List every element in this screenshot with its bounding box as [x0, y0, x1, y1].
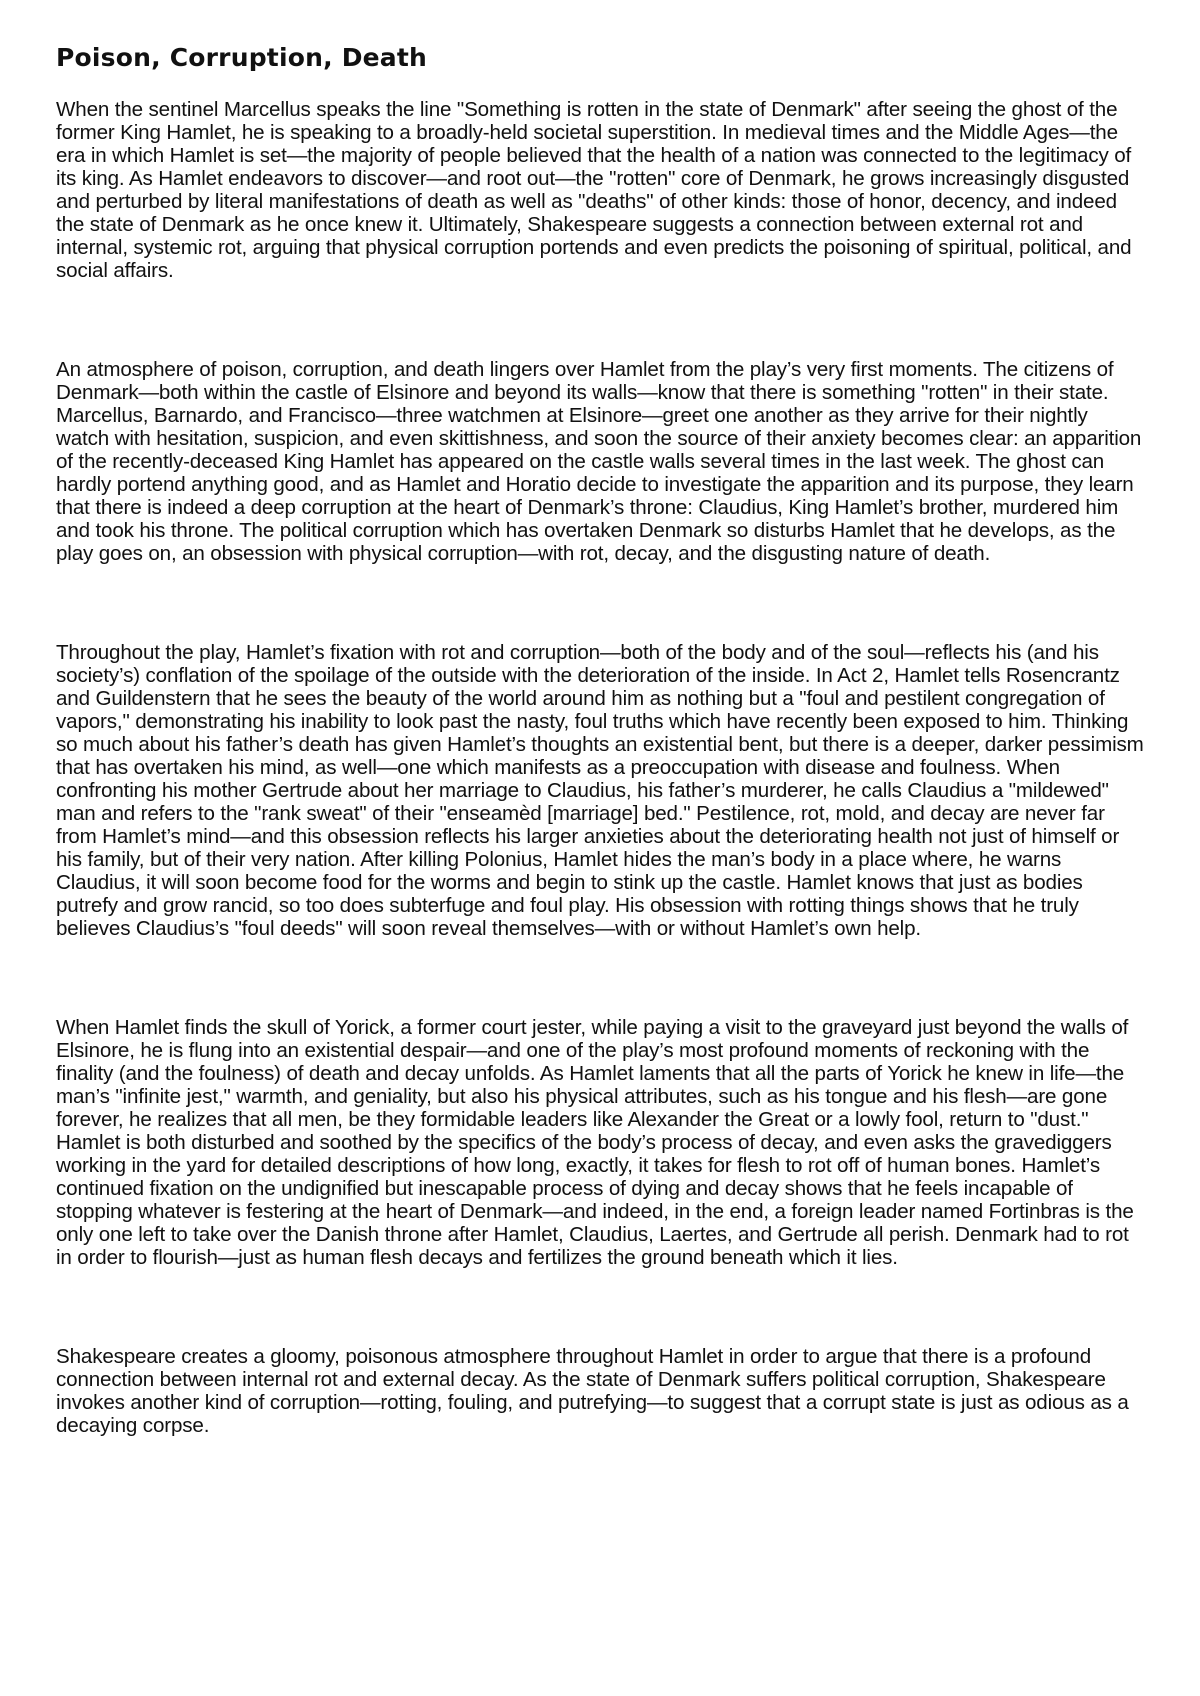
document-title: Poison, Corruption, Death: [56, 43, 428, 72]
paragraph-4: When Hamlet finds the skull of Yorick, a former court jester, while paying a visit to the graveyard just beyond the walls of Elsinore, he is flung into an existential despair—and one of the play’s most profound moments of reckoning with the finality (and the foulness) of death and decay unfolds. As Hamlet laments that all the parts of Yorick he knew in life—the man’s "infinite jest," warmth, and geniality, but also his physical attributes, such as his tongue and his flesh—are gone forever, he realizes that all men, be they formidable leaders like Alexander the Great or a lowly fool, return to "dust." Hamlet is both disturbed and soothed by the specifics of the body’s process of decay, and even asks the gravediggers working in the yard for detailed descriptions of how long, exactly, it takes for flesh to rot off of human bones. Hamlet’s continued fixation on the undignified but inescapable process of dying and decay shows that he feels incapable of stopping whatever is festering at the heart of Denmark—and indeed, in the end, a foreign leader named Fortinbras is the only one left to take over the Danish throne after Hamlet, Claudius, Laertes, and Gertrude all perish. Denmark had to rot in order to flourish—just as human flesh decays and fertilizes the ground beneath which it lies.: [56, 1016, 1134, 1269]
paragraph-5: Shakespeare creates a gloomy, poisonous atmosphere throughout Hamlet in order to argue that there is a profound connection between internal rot and external decay. As the state of Denmark suffers political corruption, Shakespeare invokes another kind of corruption—rotting, fouling, and putrefying—to suggest that a corrupt state is just as odious as a decaying corpse.: [56, 1345, 1129, 1437]
document-page: [56, 44, 1146, 1437]
paragraph-1: When the sentinel Marcellus speaks the line "Something is rotten in the state of Denmark" after seeing the ghost of the former King Hamlet, he is speaking to a broadly-held societal superstition. In medieval times and the Middle Ages—the era in which Hamlet is set—the majority of people believed that the health of a nation was connected to the legitimacy of its king. As Hamlet endeavors to discover—and root out—the "rotten" core of Denmark, he grows increasingly disgusted and perturbed by literal manifestations of death as well as "deaths" of other kinds: those of honor, decency, and indeed the state of Denmark as he once knew it. Ultimately, Shakespeare suggests a connection between external rot and internal, systemic rot, arguing that physical corruption portends and even predicts the poisoning of spiritual, political, and social affairs.: [56, 98, 1132, 282]
paragraph-2: An atmosphere of poison, corruption, and death lingers over Hamlet from the play’s very first moments. The citizens of Denmark—both within the castle of Elsinore and beyond its walls—know that there is something "rotten" in their state. Marcellus, Barnardo, and Francisco—three watchmen at Elsinore—greet one another as they arrive for their nightly watch with hesitation, suspicion, and even skittishness, and soon the source of their anxiety becomes clear: an apparition of the recently-deceased King Hamlet has appeared on the castle walls several times in the last week. The ghost can hardly portend anything good, and as Hamlet and Horatio decide to investigate the apparition and its purpose, they learn that there is indeed a deep corruption at the heart of Denmark’s throne: Claudius, King Hamlet’s brother, murdered him and took his throne. The political corruption which has overtaken Denmark so disturbs Hamlet that he develops, as the play goes on, an obsession with physical corruption—with rot, decay, and the disgusting nature of death.: [56, 358, 1142, 565]
paragraph-3: Throughout the play, Hamlet’s fixation with rot and corruption—both of the body and of the soul—reflects his (and his society’s) conflation of the spoilage of the outside with the deterioration of the inside. In Act 2, Hamlet tells Rosencrantz and Guildenstern that he sees the beauty of the world around him as nothing but a "foul and pestilent congregation of vapors," demonstrating his inability to look past the nasty, foul truths which have recently been exposed to him. Thinking so much about his father’s death has given Hamlet’s thoughts an existential bent, but there is a deeper, darker pessimism that has overtaken his mind, as well—one which manifests as a preoccupation with disease and foulness. When confronting his mother Gertrude about her marriage to Claudius, his father’s murderer, he calls Claudius a "mildewed" man and refers to the "rank sweat" of their "enseamèd [marriage] bed." Pestilence, rot, mold, and decay are never far from Hamlet’s mind—and this obsession reflects his larger anxieties about the deteriorating health not just of himself or his family, but of their very nation. After killing Polonius, Hamlet hides the man’s body in a place where, he warns Claudius, it will soon become food for the worms and begin to stink up the castle. Hamlet knows that just as bodies putrefy and grow rancid, so too does subterfuge and foul play. His obsession with rotting things shows that he truly believes Claudius’s "foul deeds" will soon reveal themselves—with or without Hamlet’s own help.: [56, 641, 1144, 940]
